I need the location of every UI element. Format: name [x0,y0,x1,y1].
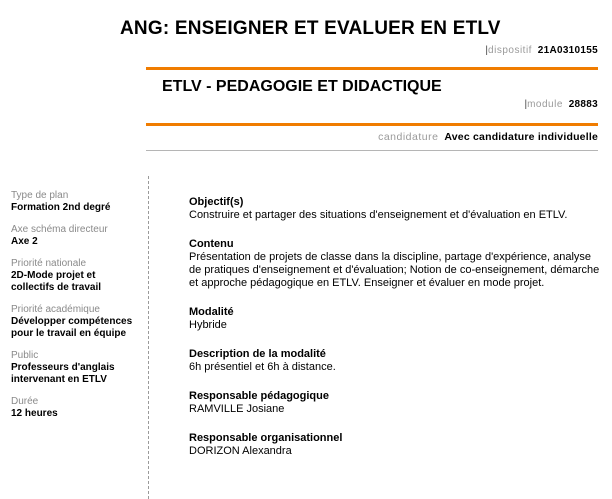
section-title: Objectif(s) [189,196,244,208]
section-contenu [189,238,601,290]
section-body: DORIZON Alexandra [189,445,292,457]
section-title: Responsable organisationnel [189,432,343,444]
dispositif-label: dispositif [488,45,532,56]
candidature-row [378,131,598,143]
sidebar-item-value: Axe 2 [11,236,38,247]
section-title: Contenu [189,238,234,250]
sidebar-item-value: 12 heures [11,408,58,419]
section-title: Description de la modalité [189,348,326,360]
section-body: 6h présentiel et 6h à distance. [189,361,336,373]
section-title: Responsable pédagogique [189,390,329,402]
sidebar-item-axe [11,224,139,248]
content [189,196,601,474]
dispositif-ref [485,45,598,56]
orange-divider-bottom [146,123,598,126]
sidebar-item-priorite-nationale [11,258,139,294]
candidature-value: Avec candidature individuelle [444,131,598,143]
module-separator: | [524,99,528,110]
sidebar-item-value: 2D-Mode projet et collectifs de travail [11,270,102,293]
sidebar-item-value: Développer compétences pour le travail en équipe [11,316,133,339]
candidature-label: candidature [378,131,439,143]
sidebar-item-label: Priorité nationale [11,258,87,269]
sidebar-item-value: Formation 2nd degré [11,202,111,213]
sidebar [11,190,139,430]
sidebar-item-duree [11,396,139,420]
section-modalite [189,306,601,332]
sidebar-item-label: Type de plan [11,190,69,201]
section-body: RAMVILLE Josiane [189,403,285,415]
vertical-dashed-divider [148,176,149,499]
sidebar-item-priorite-academique [11,304,139,340]
section-description-modalite [189,348,601,374]
section-body: Présentation de projets de classe dans la discipline, partage d'expérience, analyse de pratiques d'enseignement et d'évaluation; Notion de co-enseignement, démarche et approche pédagogique en ETLV. Enseigner et évaluer en mode projet. [189,251,600,289]
orange-divider-top [146,67,598,70]
dispositif-separator: | [485,45,489,56]
sidebar-item-public [11,350,139,386]
sidebar-item-label: Public [11,350,39,361]
module-ref [524,99,598,110]
sidebar-item-label: Durée [11,396,39,407]
section-responsable-organisationnel [189,432,601,458]
sidebar-item-label: Priorité académique [11,304,100,315]
section-body: Hybride [189,319,227,331]
sidebar-item-value: Professeurs d'anglais intervenant en ETLV [11,362,115,385]
section-body: Construire et partager des situations d'enseignement et d'évaluation en ETLV. [189,209,568,221]
module-title: ETLV - PEDAGOGIE ET DIDACTIQUE [162,78,442,95]
sidebar-item-type-de-plan [11,190,139,214]
dispositif-title: ANG: ENSEIGNER ET EVALUER EN ETLV [120,18,501,39]
module-label: module [527,99,563,110]
section-responsable-pedagogique [189,390,601,416]
section-objectifs [189,196,601,222]
section-title: Modalité [189,306,234,318]
gray-divider [146,150,598,151]
dispositif-code: 21A0310155 [537,45,598,56]
sidebar-item-label: Axe schéma directeur [11,224,108,235]
module-code: 28883 [568,99,598,110]
